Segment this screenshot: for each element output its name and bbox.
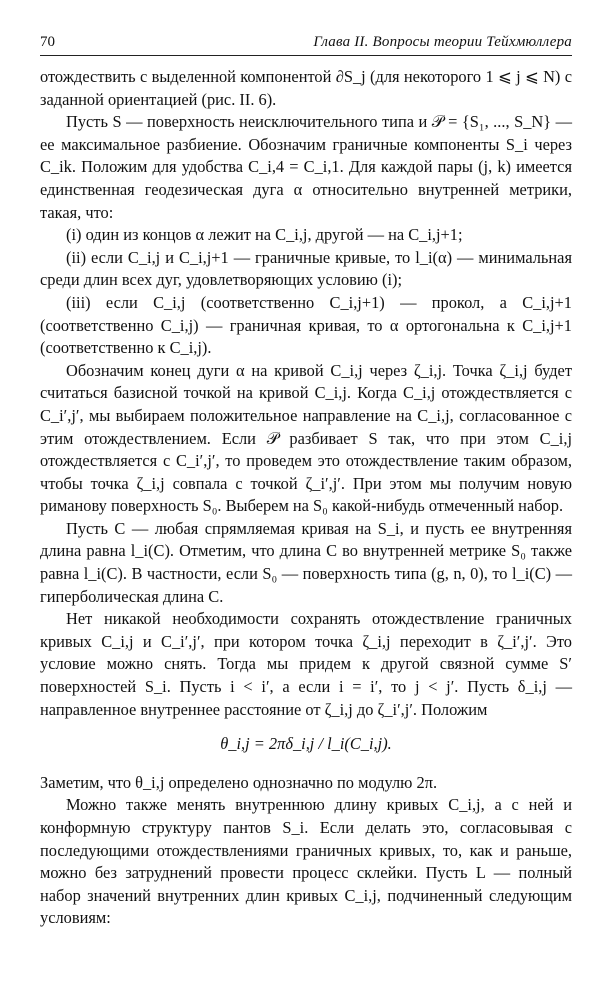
- running-head: Глава II. Вопросы теории Тейхмюллера: [313, 34, 572, 50]
- paragraph-identification: Нет никакой необходимости сохранять отождествление граничных кривых C_i,j и C_i′,j′, при котором точка ζ_i,j переходит в ζ_i′,j′. Это условие можно снять. Тогда мы придем к другой связной сумме S′ поверхностей S_i. Пусть i < i′, а если i = i′, то j < j′. Пусть δ_i,j — направленное внутреннее расстояние от ζ_i,j до ζ_i′,j′. Положим: [40, 609, 572, 719]
- condition-i: (i) один из концов α лежит на C_i,j, другой — на C_i,j+1;: [66, 225, 463, 245]
- page-number: 70: [40, 34, 55, 50]
- book-page: [40, 34, 572, 930]
- paragraph-modulo: Заметим, что θ_i,j определено однозначно по модулю 2π.: [40, 772, 438, 792]
- paragraph-length-set: Можно также менять внутреннюю длину кривых C_i,j, а с ней и конформную структуру пантов S_i. Если делать это, согласовывая с последующими отождествлениями граничных кривых, то, как и раньше, можно без затруднений провести процесс склейки. Пусть L — полный набор значений внутренних длин кривых C_i,j, подчиненный следующим условиям:: [40, 795, 572, 928]
- condition-ii: (ii) если C_i,j и C_i,j+1 — граничные кривые, то l_i(α) — минимальная среди длин всех дуг, удовлетворяющих условию (i);: [40, 247, 572, 290]
- page-header: [40, 34, 572, 56]
- condition-iii: (iii) если C_i,j (соответственно C_i,j+1) — прокол, а C_i,j+1 (соответственно C_i,j) — граничная кривая, то α ортогональна к C_i,j+1 (соответственно к C_i,j).: [40, 292, 572, 358]
- page-body: [40, 66, 572, 930]
- paragraph-base-point: Обозначим конец дуги α на кривой C_i,j через ζ_i,j. Точка ζ_i,j будет считаться базисной точкой на кривой C_i,j. Когда C_i,j отождествляется с C_i′,j′, мы выбираем положительное направление на C_i,j, согласованное с этим отождествлением. Если 𝒫 разбивает S так, что при этом C_i,j отождествляется с C_i′,j′, то проведем это отождествление таким образом, чтобы точка ζ_i,j совпала с точкой ζ_i′,j′. При этом мы получим новую риманову поверхность S₀. Выберем на S₀ какой-нибудь отмеченный набор.: [40, 360, 572, 516]
- paragraph-continuation: отождествить с выделенной компонентой ∂S_j (для некоторого 1 ⩽ j ⩽ N) с заданной ориентацией (рис. II. 6).: [40, 67, 572, 109]
- paragraph-partition: Пусть S — поверхность неисключительного типа и 𝒫 = {S₁, ..., S_N} — ее максимальное разбиение. Обозначим граничные компоненты S_i через C_ik. Положим для удобства C_i,4 = C_i,1. Для каждой пары (j, k) имеется единственная геодезическая дуга α относительно внутренней метрики, такая, что:: [40, 112, 572, 222]
- twist-angle-formula: θ_i,j = 2πδ_i,j / l_i(C_i,j).: [220, 734, 392, 754]
- paragraph-curve-length: Пусть C — любая спрямляемая кривая на S_i, и пусть ее внутренняя длина равна l_i(C). Отметим, что длина C во внутренней метрике S₀ также равна l_i(C). В частности, если S₀ — поверхность типа (g, n, 0), то l_i(C) — гиперболическая длина C.: [40, 518, 572, 606]
